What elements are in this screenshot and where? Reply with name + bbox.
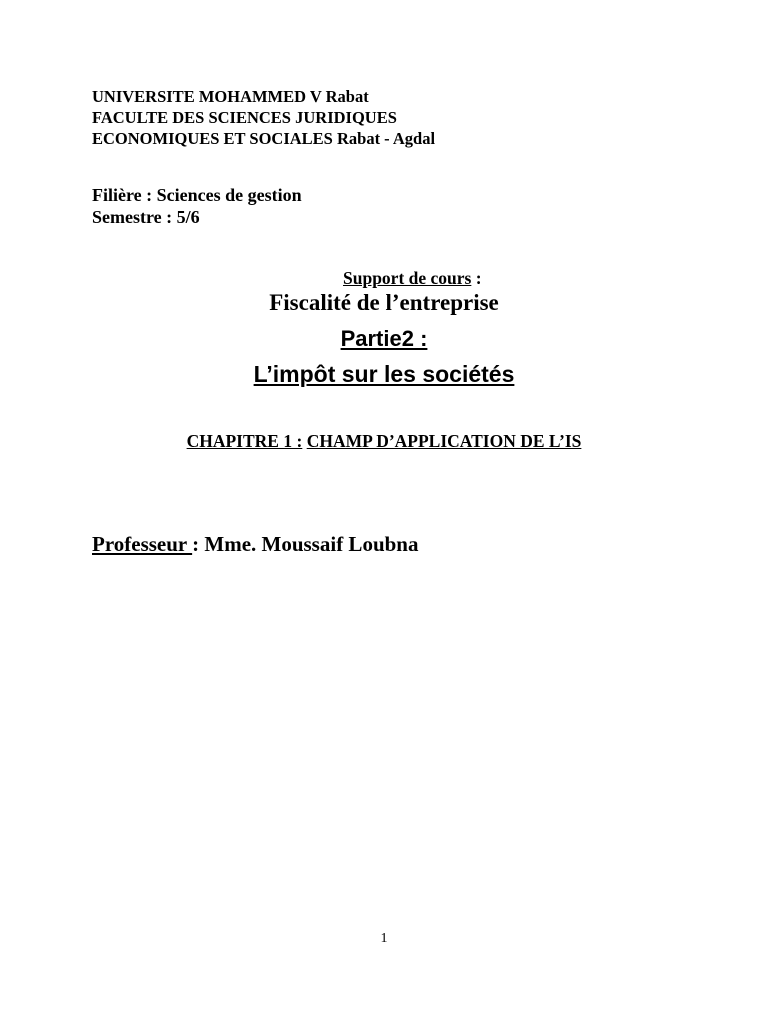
chapter-label: CHAPITRE 1 : bbox=[186, 431, 303, 451]
support-separator: : bbox=[471, 268, 482, 288]
chapter-title: CHAMP D’APPLICATION DE L’IS bbox=[306, 431, 582, 451]
program-info bbox=[92, 184, 302, 228]
page-number: 1 bbox=[380, 931, 388, 946]
faculty-name-line1: FACULTE DES SCIENCES JURIDIQUES bbox=[92, 108, 397, 127]
semestre-text: Semestre : 5/6 bbox=[92, 207, 200, 227]
course-title: Fiscalité de l’entreprise bbox=[269, 290, 499, 315]
faculty-name-line2: ECONOMIQUES ET SOCIALES Rabat - Agdal bbox=[92, 129, 436, 148]
professor-name: Mme. Moussaif Loubna bbox=[204, 532, 419, 556]
filiere-text: Filière : Sciences de gestion bbox=[92, 185, 302, 205]
part-title bbox=[0, 326, 768, 352]
support-label-line bbox=[343, 268, 482, 289]
subject-title-text: L’impôt sur les sociétés bbox=[253, 361, 515, 387]
professor-separator: : bbox=[192, 532, 205, 556]
university-name: UNIVERSITE MOHAMMED V Rabat bbox=[92, 87, 369, 106]
part-title-text: Partie2 : bbox=[340, 326, 428, 351]
chapter-heading bbox=[0, 431, 768, 452]
support-label: Support de cours bbox=[343, 268, 472, 288]
professor-line bbox=[92, 532, 418, 557]
professor-label: Professeur bbox=[92, 532, 193, 556]
subject-title bbox=[0, 361, 768, 388]
institution-header bbox=[92, 86, 435, 149]
